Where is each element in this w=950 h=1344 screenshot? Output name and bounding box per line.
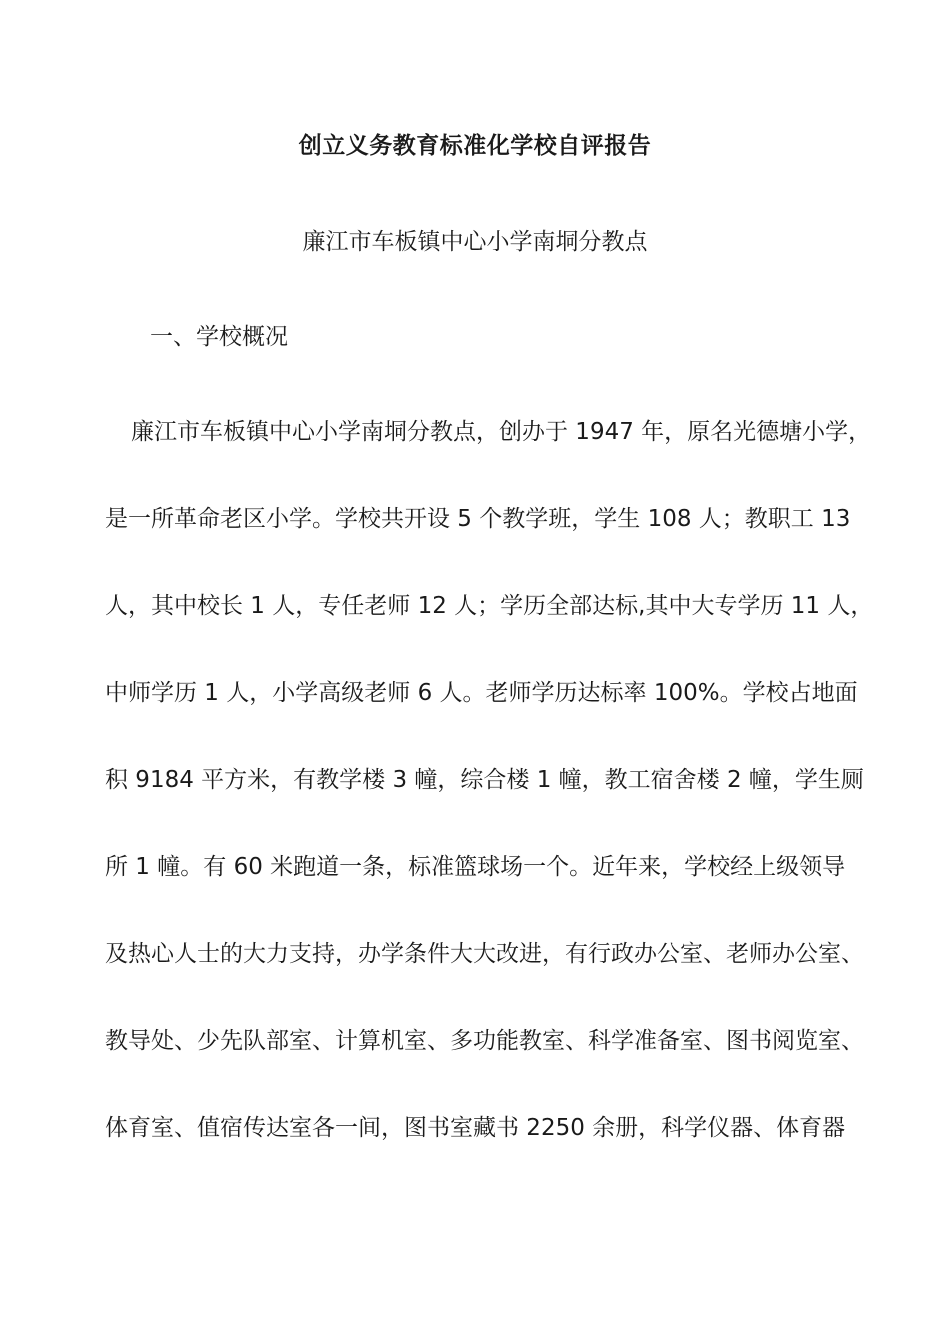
paragraph-line: 人，其中校长 1 人，专任老师 12 人；学历全部达标,其中大专学历 11 人， xyxy=(105,593,874,619)
paragraph-line: 及热心人士的大力支持，办学条件大大改进，有行政办公室、老师办公室、 xyxy=(105,941,864,967)
paragraph-line: 积 9184 平方米，有教学楼 3 幢，综合楼 1 幢，教工宿舍楼 2 幢，学生厕 xyxy=(105,767,864,793)
paragraph-line: 中师学历 1 人，小学高级老师 6 人。老师学历达标率 100%。学校占地面 xyxy=(105,680,858,706)
paragraph-line: 是一所革命老区小学。学校共开设 5 个教学班，学生 108 人；教职工 13 xyxy=(105,506,851,532)
document-title: 创立义务教育标准化学校自评报告 xyxy=(298,133,652,159)
paragraph-line: 所 1 幢。有 60 米跑道一条，标准篮球场一个。近年来，学校经上级领导 xyxy=(105,854,846,880)
paragraph-line: 教导处、少先队部室、计算机室、多功能教室、科学准备室、图书阅览室、 xyxy=(105,1028,864,1054)
document-subtitle: 廉江市车板镇中心小学南垌分教点 xyxy=(302,229,648,255)
section-heading: 一、学校概况 xyxy=(150,324,288,350)
paragraph-line: 体育室、值宿传达室各一间，图书室藏书 2250 余册，科学仪器、体育器 xyxy=(105,1115,846,1141)
paragraph-line: 廉江市车板镇中心小学南垌分教点，创办于 1947 年，原名光德塘小学， xyxy=(131,419,872,445)
